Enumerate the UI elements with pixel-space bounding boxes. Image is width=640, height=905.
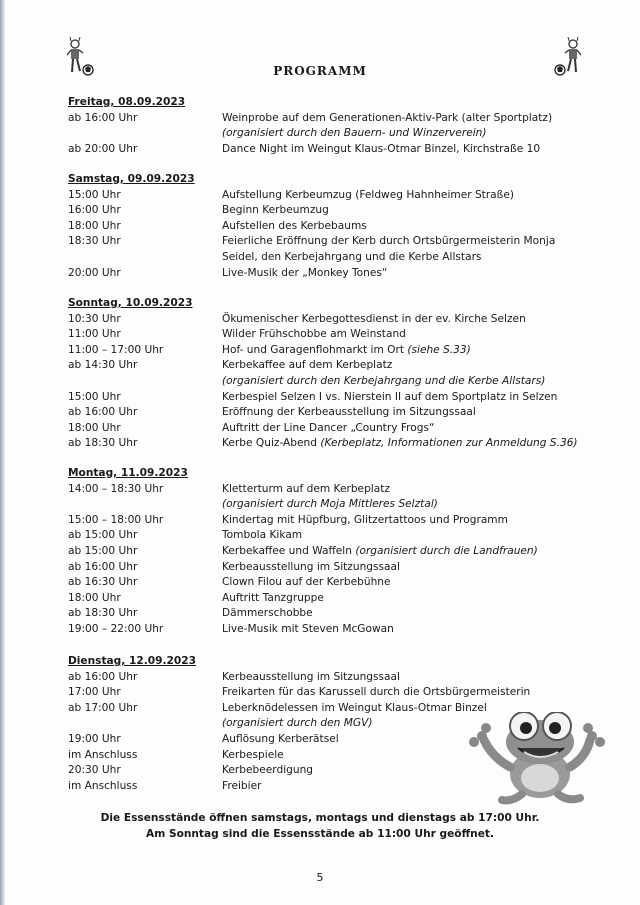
- event-text: Auftritt Tanzgruppe: [222, 591, 324, 604]
- event-note: (organisiert durch die Landfrauen): [355, 545, 538, 557]
- event-description: [222, 112, 552, 124]
- event-text: Auflösung Kerberätsel: [222, 733, 339, 745]
- event-description: [222, 235, 555, 247]
- event-description: [222, 780, 261, 792]
- page-edge-shadow: [0, 0, 6, 905]
- event-text: Live-Musik der „Monkey Tones“: [222, 266, 388, 279]
- event-description: [222, 623, 394, 635]
- event-text: Dance Night im Weingut Klaus-Otmar Binzel, Kirchstraße 10: [222, 142, 541, 155]
- event-text: Beginn Kerbeumzug: [222, 204, 329, 217]
- event-description: [222, 749, 284, 761]
- event-text: Weinprobe auf dem Generationen-Aktiv-Park (alter Sportplatz): [222, 111, 553, 124]
- event-time: 15:00 Uhr: [68, 188, 121, 201]
- event-time: ab 14:30 Uhr: [68, 359, 138, 372]
- event-description: [222, 607, 313, 619]
- event-text: Auftritt der Line Dancer „Country Frogs“: [222, 421, 435, 434]
- event-text: Live-Musik mit Steven McGowan: [222, 623, 394, 635]
- event-time: 20:00 Uhr: [68, 266, 121, 279]
- event-text: Leberknödelessen im Weingut Klaus-Otmar Binzel: [222, 701, 487, 714]
- event-description: [222, 576, 391, 588]
- page-title: PROGRAMM: [273, 64, 367, 78]
- event-description: [222, 251, 481, 263]
- event-text: Kerbeausstellung im Sitzungssaal: [222, 670, 400, 683]
- event-time: 10:30 Uhr: [68, 312, 121, 325]
- event-text: Hof- und Garagenflohmarkt im Ort: [222, 343, 408, 356]
- event-time: im Anschluss: [68, 779, 138, 792]
- event-time: ab 16:00 Uhr: [68, 560, 138, 573]
- event-description: [222, 764, 313, 776]
- event-text: Kerbekaffee auf dem Kerbeplatz: [222, 359, 393, 372]
- event-description: [222, 406, 476, 418]
- event-description: [222, 561, 400, 573]
- event-description: [222, 220, 367, 232]
- event-text: Freikarten für das Karussell durch die Ortsbürgermeisterin: [222, 686, 531, 699]
- event-time: 15:00 Uhr: [68, 390, 121, 403]
- event-note: (siehe S.33): [407, 343, 471, 356]
- event-text: Kerbeausstellung im Sitzungssaal: [222, 560, 400, 573]
- event-description: [222, 313, 526, 325]
- event-text: (organisiert durch den Kerbejahrgang und die Kerbe Allstars): [222, 374, 546, 387]
- event-time: 14:00 – 18:30 Uhr: [68, 482, 164, 495]
- event-description: [222, 422, 435, 434]
- event-description: [222, 702, 487, 714]
- event-description: [222, 717, 372, 729]
- event-time: 20:30 Uhr: [68, 764, 121, 777]
- day-heading: Montag, 11.09.2023: [68, 467, 188, 479]
- event-description: [222, 359, 392, 371]
- footer-line-1: Die Essensstände öffnen samstags, montags und dienstags ab 17:00 Uhr.: [100, 812, 540, 824]
- event-time: ab 16:00 Uhr: [68, 406, 138, 419]
- event-note: (Kerbeplatz, Informationen zur Anmeldung S.36): [320, 437, 578, 450]
- event-text: Kerbekaffee und Waffeln: [222, 545, 356, 557]
- event-time: ab 17:00 Uhr: [68, 701, 138, 714]
- event-time: ab 16:00 Uhr: [68, 111, 138, 124]
- event-time: 19:00 Uhr: [68, 733, 121, 745]
- event-time: 16:00 Uhr: [68, 204, 121, 217]
- event-description: [222, 267, 387, 279]
- event-description: [222, 189, 514, 201]
- day-heading: Samstag, 09.09.2023: [68, 173, 195, 185]
- page-number: 5: [316, 871, 324, 884]
- event-description: [222, 671, 400, 683]
- event-text: Kindertag mit Hüpfburg, Glitzertattoos und Programm: [222, 513, 508, 526]
- event-description: [222, 514, 508, 526]
- event-time: 17:00 Uhr: [68, 686, 121, 699]
- event-description: [222, 483, 390, 495]
- event-time: im Anschluss: [68, 748, 138, 761]
- event-time: 18:00 Uhr: [68, 421, 121, 434]
- day-heading: Freitag, 08.09.2023: [68, 96, 186, 108]
- event-text: Aufstellung Kerbeumzug (Feldweg Hahnheimer Straße): [222, 188, 514, 201]
- day-heading: Dienstag, 12.09.2023: [68, 655, 196, 667]
- day-heading: Sonntag, 10.09.2023: [68, 297, 193, 309]
- event-time: ab 16:30 Uhr: [68, 576, 138, 589]
- event-description: [222, 204, 329, 216]
- event-text: Feierliche Eröffnung der Kerb durch Ortsbürgermeisterin Monja: [222, 235, 556, 248]
- event-description: [222, 686, 530, 698]
- event-text: Kerbespiele: [222, 748, 284, 761]
- event-description: [222, 437, 578, 449]
- event-text: Tombola Kikam: [222, 529, 303, 542]
- event-text: Aufstellen des Kerbebaums: [222, 219, 367, 232]
- event-text: Wilder Frühschobbe am Weinstand: [222, 328, 406, 341]
- event-description: [222, 592, 324, 604]
- event-text: Kerbe Quiz-Abend: [222, 437, 321, 450]
- event-description: [222, 127, 487, 139]
- event-text: Ökumenischer Kerbegottesdienst in der ev. Kirche Selzen: [222, 312, 526, 325]
- event-description: [222, 143, 540, 155]
- event-time: ab 18:30 Uhr: [68, 607, 138, 620]
- event-time: 11:00 Uhr: [68, 328, 121, 341]
- event-text: Eröffnung der Kerbeausstellung im Sitzungssaal: [222, 406, 476, 419]
- event-text: Dämmerschobbe: [222, 607, 313, 620]
- event-time: ab 15:00 Uhr: [68, 529, 138, 542]
- event-description: [222, 391, 557, 403]
- event-text: Kerbebeerdigung: [222, 764, 314, 777]
- event-text: (organisiert durch Moja Mittleres Selztal): [222, 498, 438, 511]
- event-time: 18:30 Uhr: [68, 235, 121, 248]
- event-time: 15:00 – 18:00 Uhr: [68, 513, 164, 526]
- event-description: [222, 545, 538, 557]
- event-text: Freibier: [222, 779, 262, 792]
- event-description: [222, 498, 438, 510]
- event-description: [222, 328, 406, 340]
- event-time: ab 18:30 Uhr: [68, 437, 138, 450]
- event-time: 18:00 Uhr: [68, 219, 121, 232]
- event-description: [222, 344, 471, 356]
- event-text: Seidel, den Kerbejahrgang und die Kerbe Allstars: [222, 250, 482, 263]
- event-time: ab 16:00 Uhr: [68, 670, 138, 683]
- event-text: (organisiert durch den MGV): [222, 717, 373, 730]
- event-time: ab 15:00 Uhr: [68, 545, 138, 557]
- event-time: 18:00 Uhr: [68, 591, 121, 604]
- event-text: Kletterturm auf dem Kerbeplatz: [222, 482, 390, 495]
- event-text: Clown Filou auf der Kerbebühne: [222, 576, 391, 589]
- footer-line-2: Am Sonntag sind die Essensstände ab 11:00 Uhr geöffnet.: [146, 828, 494, 840]
- event-time: 11:00 – 17:00 Uhr: [68, 343, 164, 356]
- event-description: [222, 733, 339, 745]
- event-time: 19:00 – 22:00 Uhr: [68, 623, 164, 635]
- food-stand-notice: [0, 810, 640, 842]
- event-description: [222, 529, 302, 541]
- event-description: [222, 375, 545, 387]
- event-text: (organisiert durch den Bauern- und Winzerverein): [222, 127, 487, 140]
- frog-mascot-icon: [462, 712, 612, 807]
- event-time: ab 20:00 Uhr: [68, 142, 138, 155]
- event-text: Kerbespiel Selzen I vs. Nierstein II auf dem Sportplatz in Selzen: [222, 390, 558, 403]
